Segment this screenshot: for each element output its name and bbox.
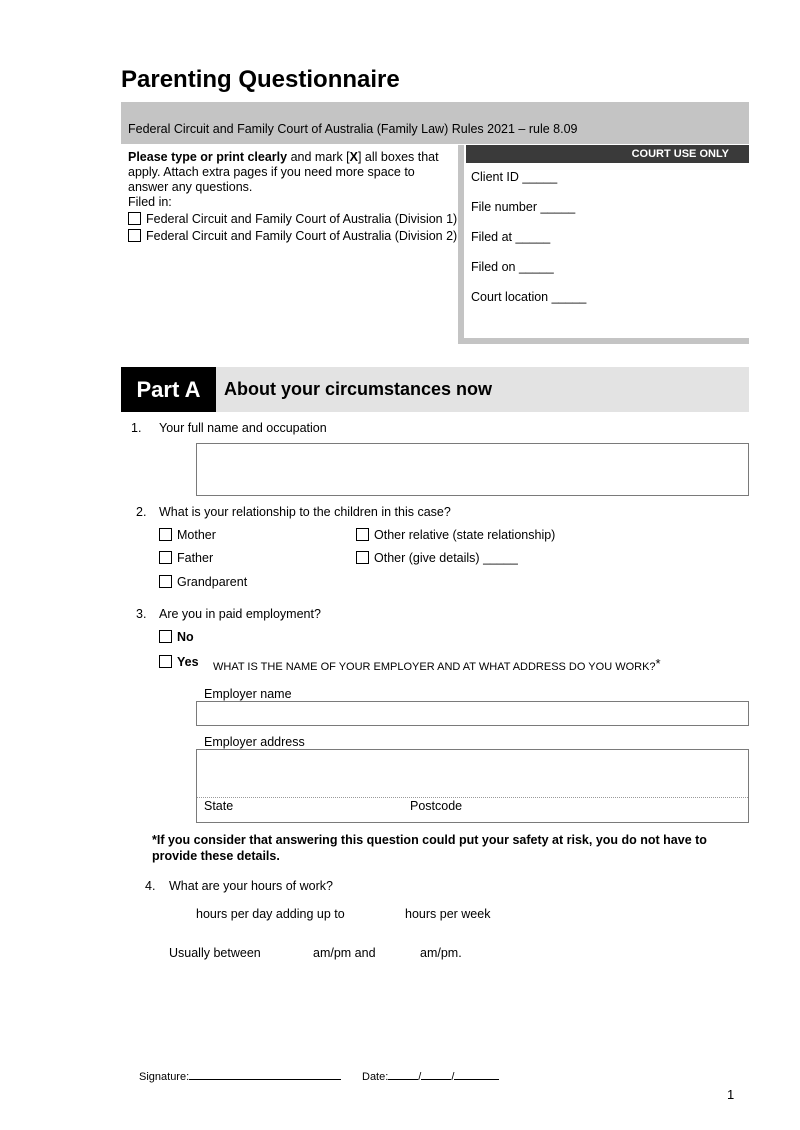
date-slash-1: / [418,1071,422,1083]
court-location-field: Court location _____ [471,290,587,304]
filed-in-label: Filed in: [128,195,172,209]
page-number: 1 [727,1087,735,1102]
q4-text: What are your hours of work? [169,879,333,893]
filed-at-field: Filed at _____ [471,230,551,244]
state-label: State [204,799,234,813]
q1-text: Your full name and occupation [159,421,327,435]
instructions-x-mark: X [349,150,358,164]
division1-option[interactable] [128,212,458,227]
relationship-grandparent-option[interactable] [159,575,247,589]
hours-per-week-label: hours per week [405,907,491,921]
q3-text: Are you in paid employment? [159,607,321,621]
father-label: Father [177,551,214,565]
signature-field[interactable] [139,1069,341,1083]
court-use-heading: COURT USE ONLY [466,145,749,163]
mother-label: Mother [177,528,216,542]
other-checkbox[interactable] [356,551,369,564]
rule-reference: Federal Circuit and Family Court of Australia (Family Law) Rules 2021 – rule 8.09 [128,122,578,136]
employer-prompt-text: WHAT IS THE NAME OF YOUR EMPLOYER AND AT WHAT ADDRESS DO YOU WORK? [213,661,656,673]
yes-checkbox[interactable] [159,655,172,668]
instructions [128,150,458,244]
instructions-text-2: ] all boxes that apply. Attach extra pages if you need more space to answer any questions. [128,150,439,194]
usually-between-label: Usually between [169,946,261,960]
safety-note: *If you consider that answering this question could put your safety at risk, you do not have to provide these details. [152,833,707,863]
client-id-field: Client ID _____ [471,170,558,184]
q2-number: 2. [136,505,147,519]
yes-label: Yes [177,655,199,669]
date-month-line[interactable] [421,1069,451,1080]
division2-option[interactable] [128,229,458,244]
date-slash-2: / [451,1071,455,1083]
division2-label: Federal Circuit and Family Court of Australia (Division 2) [146,229,458,243]
employer-name-input[interactable] [196,701,749,726]
employer-address-input[interactable] [196,749,749,823]
full-name-occupation-input[interactable] [196,443,749,496]
signature-label: Signature: [139,1071,190,1083]
employer-prompt [213,656,661,673]
employer-prompt-asterisk: * [655,656,661,671]
part-title: About your circumstances now [224,379,493,399]
division1-checkbox[interactable] [128,212,141,225]
date-year-line[interactable] [454,1069,499,1080]
date-field[interactable] [362,1069,499,1083]
father-checkbox[interactable] [159,551,172,564]
hours-per-day-label: hours per day adding up to [196,907,345,921]
no-checkbox[interactable] [159,630,172,643]
employer-address-label: Employer address [204,735,305,749]
q2-text: What is your relationship to the children in this case? [159,505,451,519]
ampm-end-label: am/pm. [420,946,462,960]
relationship-other-relative-option[interactable] [356,528,555,542]
signature-line[interactable] [189,1069,341,1080]
postcode-label: Postcode [410,799,463,813]
file-number-field: File number _____ [471,200,576,214]
part-label: Part A [121,367,216,412]
grandparent-label: Grandparent [177,575,248,589]
date-day-line[interactable] [388,1069,418,1080]
mother-checkbox[interactable] [159,528,172,541]
page-title: Parenting Questionnaire [121,66,400,93]
employment-no-option[interactable] [159,630,194,644]
instructions-text-1: and mark [ [287,150,350,164]
no-label: No [177,630,194,644]
relationship-other-option[interactable] [356,551,518,565]
employer-name-label: Employer name [204,687,292,701]
q4-number: 4. [145,879,156,893]
division1-label: Federal Circuit and Family Court of Australia (Division 1) [146,212,458,226]
filed-on-field: Filed on _____ [471,260,554,274]
other-relative-checkbox[interactable] [356,528,369,541]
division2-checkbox[interactable] [128,229,141,242]
other-label: Other (give details) _____ [374,551,518,565]
grandparent-checkbox[interactable] [159,575,172,588]
other-relative-label: Other relative (state relationship) [374,528,556,542]
q1-number: 1. [131,421,142,435]
relationship-mother-option[interactable] [159,528,216,542]
ampm-and-label: am/pm and [313,946,376,960]
address-divider [197,797,748,798]
instructions-bold: Please type or print clearly [128,150,288,164]
relationship-father-option[interactable] [159,551,213,565]
q3-number: 3. [136,607,147,621]
date-label: Date: [362,1071,389,1083]
employment-yes-option[interactable] [159,655,199,669]
